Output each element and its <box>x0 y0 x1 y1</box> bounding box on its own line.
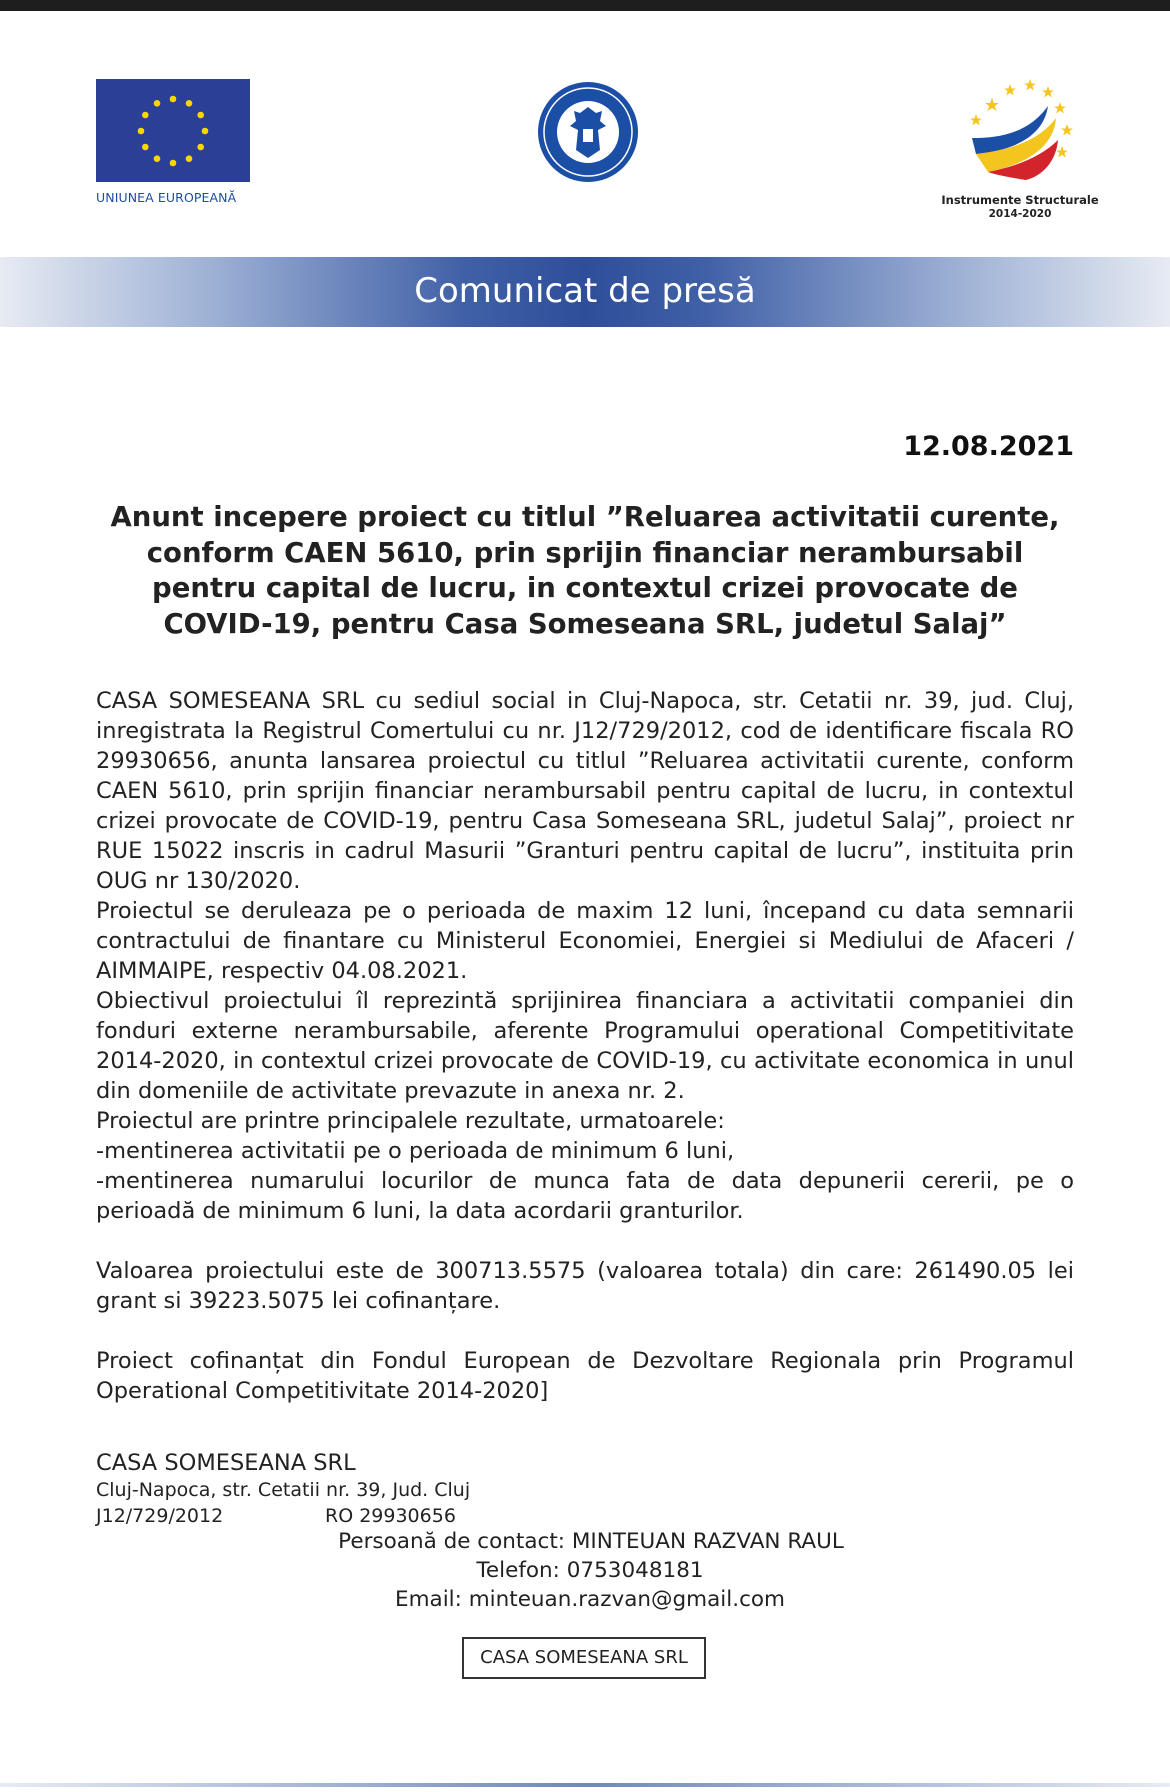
instrumente-structurale-caption <box>940 193 1100 221</box>
contact-phone: Telefon: 0753048181 <box>476 1558 704 1583</box>
release-date: 12.08.2021 <box>903 431 1074 462</box>
body-objective: Obiectivul proiectului îl reprezintă sprijinirea financiara a activitatii companiei din fonduri externe nerambursabile, aferente Programului operational Competitivitate 2014-2020, in contextul crizei provocate de COVID-19, cu activitate economica in unul din domeniile de activitate prevazute in anexa nr. 2. <box>96 988 1074 1104</box>
contact-block <box>0 1527 1170 1614</box>
body-text <box>96 686 1074 1406</box>
press-release-banner <box>0 257 1170 327</box>
signature-cif: RO 29930656 <box>325 1505 456 1527</box>
bottom-line <box>0 1783 1170 1787</box>
spacer <box>96 1316 1074 1346</box>
spacer <box>96 1226 1074 1256</box>
contact-email: Email: minteuan.razvan@gmail.com <box>395 1587 785 1612</box>
eu-flag-icon <box>96 79 250 182</box>
company-stamp: CASA SOMESEANA SRL <box>462 1637 706 1679</box>
is-title: Instrumente Structurale <box>941 193 1099 207</box>
body-result-1: -mentinerea activitatii pe o perioada de minimum 6 luni, <box>96 1138 735 1164</box>
contact-person: Persoană de contact: MINTEUAN RAZVAN RAUL <box>338 1529 844 1554</box>
top-bar <box>0 0 1170 11</box>
banner-title: Comunicat de presă <box>414 271 756 311</box>
instrumente-structurale-icon <box>968 76 1080 186</box>
body-result-2: -mentinerea numarului locurilor de munca fata de data depunerii cererii, pe o perioadă de minimum 6 luni, la data acordarii granturilor. <box>96 1168 1074 1224</box>
signature-address: Cluj-Napoca, str. Cetatii nr. 39, Jud. Cluj <box>96 1479 471 1501</box>
headline: Anunt incepere proiect cu titlul ”Reluarea activitatii curente, conform CAEN 5610, prin sprijin financiar nerambursabil pentru capital de lucru, in contextul crizei provocate de COVID-19, pentru Casa Someseana SRL, judetul Salaj” <box>110 501 1060 640</box>
body-results-intro: Proiectul are printre principalele rezultate, urmatoarele: <box>96 1108 725 1134</box>
eu-logo <box>96 79 250 205</box>
body-cofinancing: Proiect cofinanțat din Fondul European de Dezvoltare Regionala prin Programul Operational Competitivitate 2014-2020] <box>96 1348 1074 1404</box>
body-value: Valoarea proiectului este de 300713.5575 (valoarea totala) din care: 261490.05 lei grant si 39223.5075 lei cofinanțare. <box>96 1258 1074 1314</box>
body-intro: CASA SOMESEANA SRL cu sediul social in Cluj-Napoca, str. Cetatii nr. 39, jud. Cluj, inregistrata la Registrul Comertului cu nr. J12/729/2012, cod de identificare fiscala RO 29930656, anunta lansarea proiectul cu titlul ”Reluarea activitatii curente, conform CAEN 5610, prin sprijin financiar nerambursabil pentru capital de lucru, in contextul crizei provocate de COVID-19, pentru Casa Someseana SRL, judetul Salaj”, proiect nr RUE 15022 inscris in cadrul Masurii ”Granturi pentru capital de lucru”, instituita prin OUG nr 130/2020. <box>96 688 1074 894</box>
signature-company: CASA SOMESEANA SRL <box>96 1450 356 1476</box>
body-duration: Proiectul se deruleaza pe o perioada de maxim 12 luni, începand cu data semnarii contractului de finantare cu Ministerul Economiei, Energiei si Mediului de Afaceri / AIMMAIPE, respectiv 04.08.2021. <box>96 898 1074 984</box>
government-seal-icon <box>536 80 640 184</box>
signature-reg-no: J12/729/2012 <box>96 1505 224 1527</box>
eu-caption: UNIUNEA EUROPEANĂ <box>96 190 237 205</box>
is-years: 2014-2020 <box>988 208 1052 220</box>
